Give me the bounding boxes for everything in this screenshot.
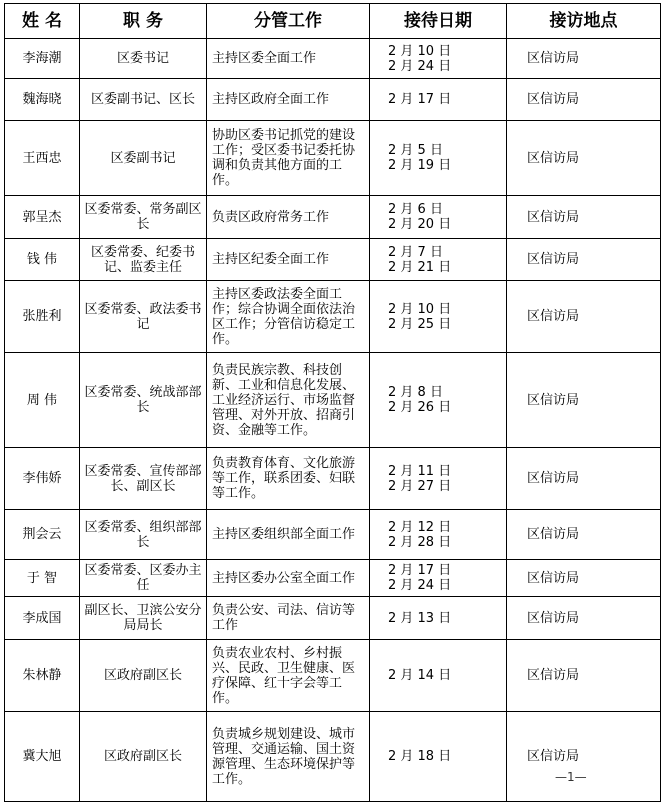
reception-date: 2 月 18 日 xyxy=(388,749,452,764)
reception-date: 2 月 10 日 xyxy=(388,43,452,59)
reception-date: 2 月 24 日 xyxy=(388,578,452,593)
location-cell: 区信访局 xyxy=(507,597,661,640)
duties-cell: 负责城乡规划建设、城市管理、交通运输、国土资源管理、生态环境保护等工作。 xyxy=(207,712,370,802)
reception-date: 2 月 6 日 xyxy=(388,202,443,217)
official-name-cell: 冀大旭 xyxy=(5,712,80,802)
official-title-cell: 区政府副区长 xyxy=(80,640,207,712)
location-cell: 区信访局 xyxy=(507,121,661,196)
duties-cell: 负责公安、司法、信访等工作 xyxy=(207,597,370,640)
page-number: —1— xyxy=(555,770,587,784)
official-name-cell: 郭呈杰 xyxy=(5,196,80,239)
reception-date: 2 月 8 日 xyxy=(388,385,443,400)
dates-cell xyxy=(370,597,507,640)
location-cell: 区信访局 xyxy=(507,196,661,239)
official-title-cell: 区委常委、组织部部长 xyxy=(80,510,207,560)
reception-date: 2 月 5 日 xyxy=(388,143,443,158)
reception-date: 2 月 19 日 xyxy=(388,158,452,173)
dates-cell xyxy=(370,353,507,448)
header-location: 接访地点 xyxy=(507,4,661,39)
duties-cell: 主持区委组织部全面工作 xyxy=(207,510,370,560)
reception-date: 2 月 17 日 xyxy=(388,563,452,578)
table-row xyxy=(5,121,661,196)
table-row xyxy=(5,597,661,640)
location-cell: 区信访局 xyxy=(507,712,661,802)
reception-date: 2 月 14 日 xyxy=(388,668,452,683)
location-cell: 区信访局 xyxy=(507,448,661,510)
official-title-cell: 副区长、卫滨公安分局局长 xyxy=(80,597,207,640)
table-row xyxy=(5,448,661,510)
reception-date: 2 月 26 日 xyxy=(388,400,452,415)
official-name-cell: 荆会云 xyxy=(5,510,80,560)
header-name: 姓 名 xyxy=(5,4,80,39)
official-title-cell: 区委常委、区委办主任 xyxy=(80,560,207,597)
official-name-cell: 钱 伟 xyxy=(5,239,80,281)
official-name-cell: 王西忠 xyxy=(5,121,80,196)
duties-cell: 主持区政府全面工作 xyxy=(207,79,370,121)
official-name-cell: 李海潮 xyxy=(5,39,80,79)
location-cell: 区信访局 xyxy=(507,239,661,281)
official-title-cell: 区委常委、宣传部部长、副区长 xyxy=(80,448,207,510)
official-name-cell: 于 智 xyxy=(5,560,80,597)
dates-cell xyxy=(370,39,507,79)
official-title-cell: 区委副书记 xyxy=(80,121,207,196)
reception-date: 2 月 20 日 xyxy=(388,217,452,232)
reception-date: 2 月 24 日 xyxy=(388,58,452,74)
official-title-cell: 区委常委、纪委书记、监委主任 xyxy=(80,239,207,281)
duties-cell: 负责区政府常务工作 xyxy=(207,196,370,239)
dates-cell xyxy=(370,712,507,802)
official-name-cell: 李成国 xyxy=(5,597,80,640)
header-row xyxy=(5,4,661,39)
dates-cell xyxy=(370,281,507,353)
duties-cell: 主持区委政法委全面工作；综合协调全面依法治区工作；分管信访稳定工作。 xyxy=(207,281,370,353)
dates-cell xyxy=(370,239,507,281)
reception-date: 2 月 10 日 xyxy=(388,301,452,317)
reception-date: 2 月 13 日 xyxy=(388,610,452,626)
duties-cell: 负责农业农村、乡村振兴、民政、卫生健康、医疗保障、红十字会等工作。 xyxy=(207,640,370,712)
location-cell: 区信访局 xyxy=(507,39,661,79)
table-row xyxy=(5,353,661,448)
dates-cell xyxy=(370,121,507,196)
table-row xyxy=(5,281,661,353)
reception-date: 2 月 21 日 xyxy=(388,259,452,275)
dates-cell xyxy=(370,640,507,712)
reception-date: 2 月 28 日 xyxy=(388,534,452,550)
reception-schedule-table xyxy=(4,3,661,802)
location-cell: 区信访局 xyxy=(507,510,661,560)
location-cell: 区信访局 xyxy=(507,560,661,597)
duties-cell: 协助区委书记抓党的建设工作；受区委书记委托协调和负责其他方面的工作。 xyxy=(207,121,370,196)
header-title: 职 务 xyxy=(80,4,207,39)
reception-date: 2 月 25 日 xyxy=(388,316,452,332)
dates-cell xyxy=(370,196,507,239)
duties-cell: 负责民族宗教、科技创新、工业和信息化发展、工业经济运行、市场监督管理、对外开放、招商引资、金融等工作。 xyxy=(207,353,370,448)
header-dates: 接待日期 xyxy=(370,4,507,39)
official-title-cell: 区委常委、统战部部长 xyxy=(80,353,207,448)
official-name-cell: 魏海晓 xyxy=(5,79,80,121)
dates-cell xyxy=(370,510,507,560)
table-row xyxy=(5,510,661,560)
table-row xyxy=(5,39,661,79)
reception-date: 2 月 11 日 xyxy=(388,463,452,479)
dates-cell xyxy=(370,448,507,510)
duties-cell: 负责教育体育、文化旅游等工作，联系团委、妇联等工作。 xyxy=(207,448,370,510)
table-row xyxy=(5,560,661,597)
official-title-cell: 区委书记 xyxy=(80,39,207,79)
official-title-cell: 区委常委、政法委书记 xyxy=(80,281,207,353)
official-name-cell: 朱林静 xyxy=(5,640,80,712)
official-name-cell: 李伟娇 xyxy=(5,448,80,510)
official-title-cell: 区委常委、常务副区长 xyxy=(80,196,207,239)
location-cell: 区信访局 xyxy=(507,79,661,121)
reception-date: 2 月 27 日 xyxy=(388,478,452,494)
dates-cell xyxy=(370,79,507,121)
duties-cell: 主持区委办公室全面工作 xyxy=(207,560,370,597)
official-name-cell: 张胜利 xyxy=(5,281,80,353)
dates-cell xyxy=(370,560,507,597)
location-cell: 区信访局 xyxy=(507,640,661,712)
location-cell: 区信访局 xyxy=(507,353,661,448)
table-body xyxy=(5,39,661,802)
duties-cell: 主持区纪委全面工作 xyxy=(207,239,370,281)
table-row xyxy=(5,640,661,712)
duties-cell: 主持区委全面工作 xyxy=(207,39,370,79)
reception-date: 2 月 7 日 xyxy=(388,244,443,260)
official-name-cell: 周 伟 xyxy=(5,353,80,448)
official-title-cell: 区委副书记、区长 xyxy=(80,79,207,121)
table-row xyxy=(5,712,661,802)
table-row xyxy=(5,79,661,121)
reception-date: 2 月 17 日 xyxy=(388,92,452,107)
header-duties: 分管工作 xyxy=(207,4,370,39)
table-row xyxy=(5,196,661,239)
location-cell: 区信访局 xyxy=(507,281,661,353)
table-row xyxy=(5,239,661,281)
official-title-cell: 区政府副区长 xyxy=(80,712,207,802)
reception-date: 2 月 12 日 xyxy=(388,519,452,535)
